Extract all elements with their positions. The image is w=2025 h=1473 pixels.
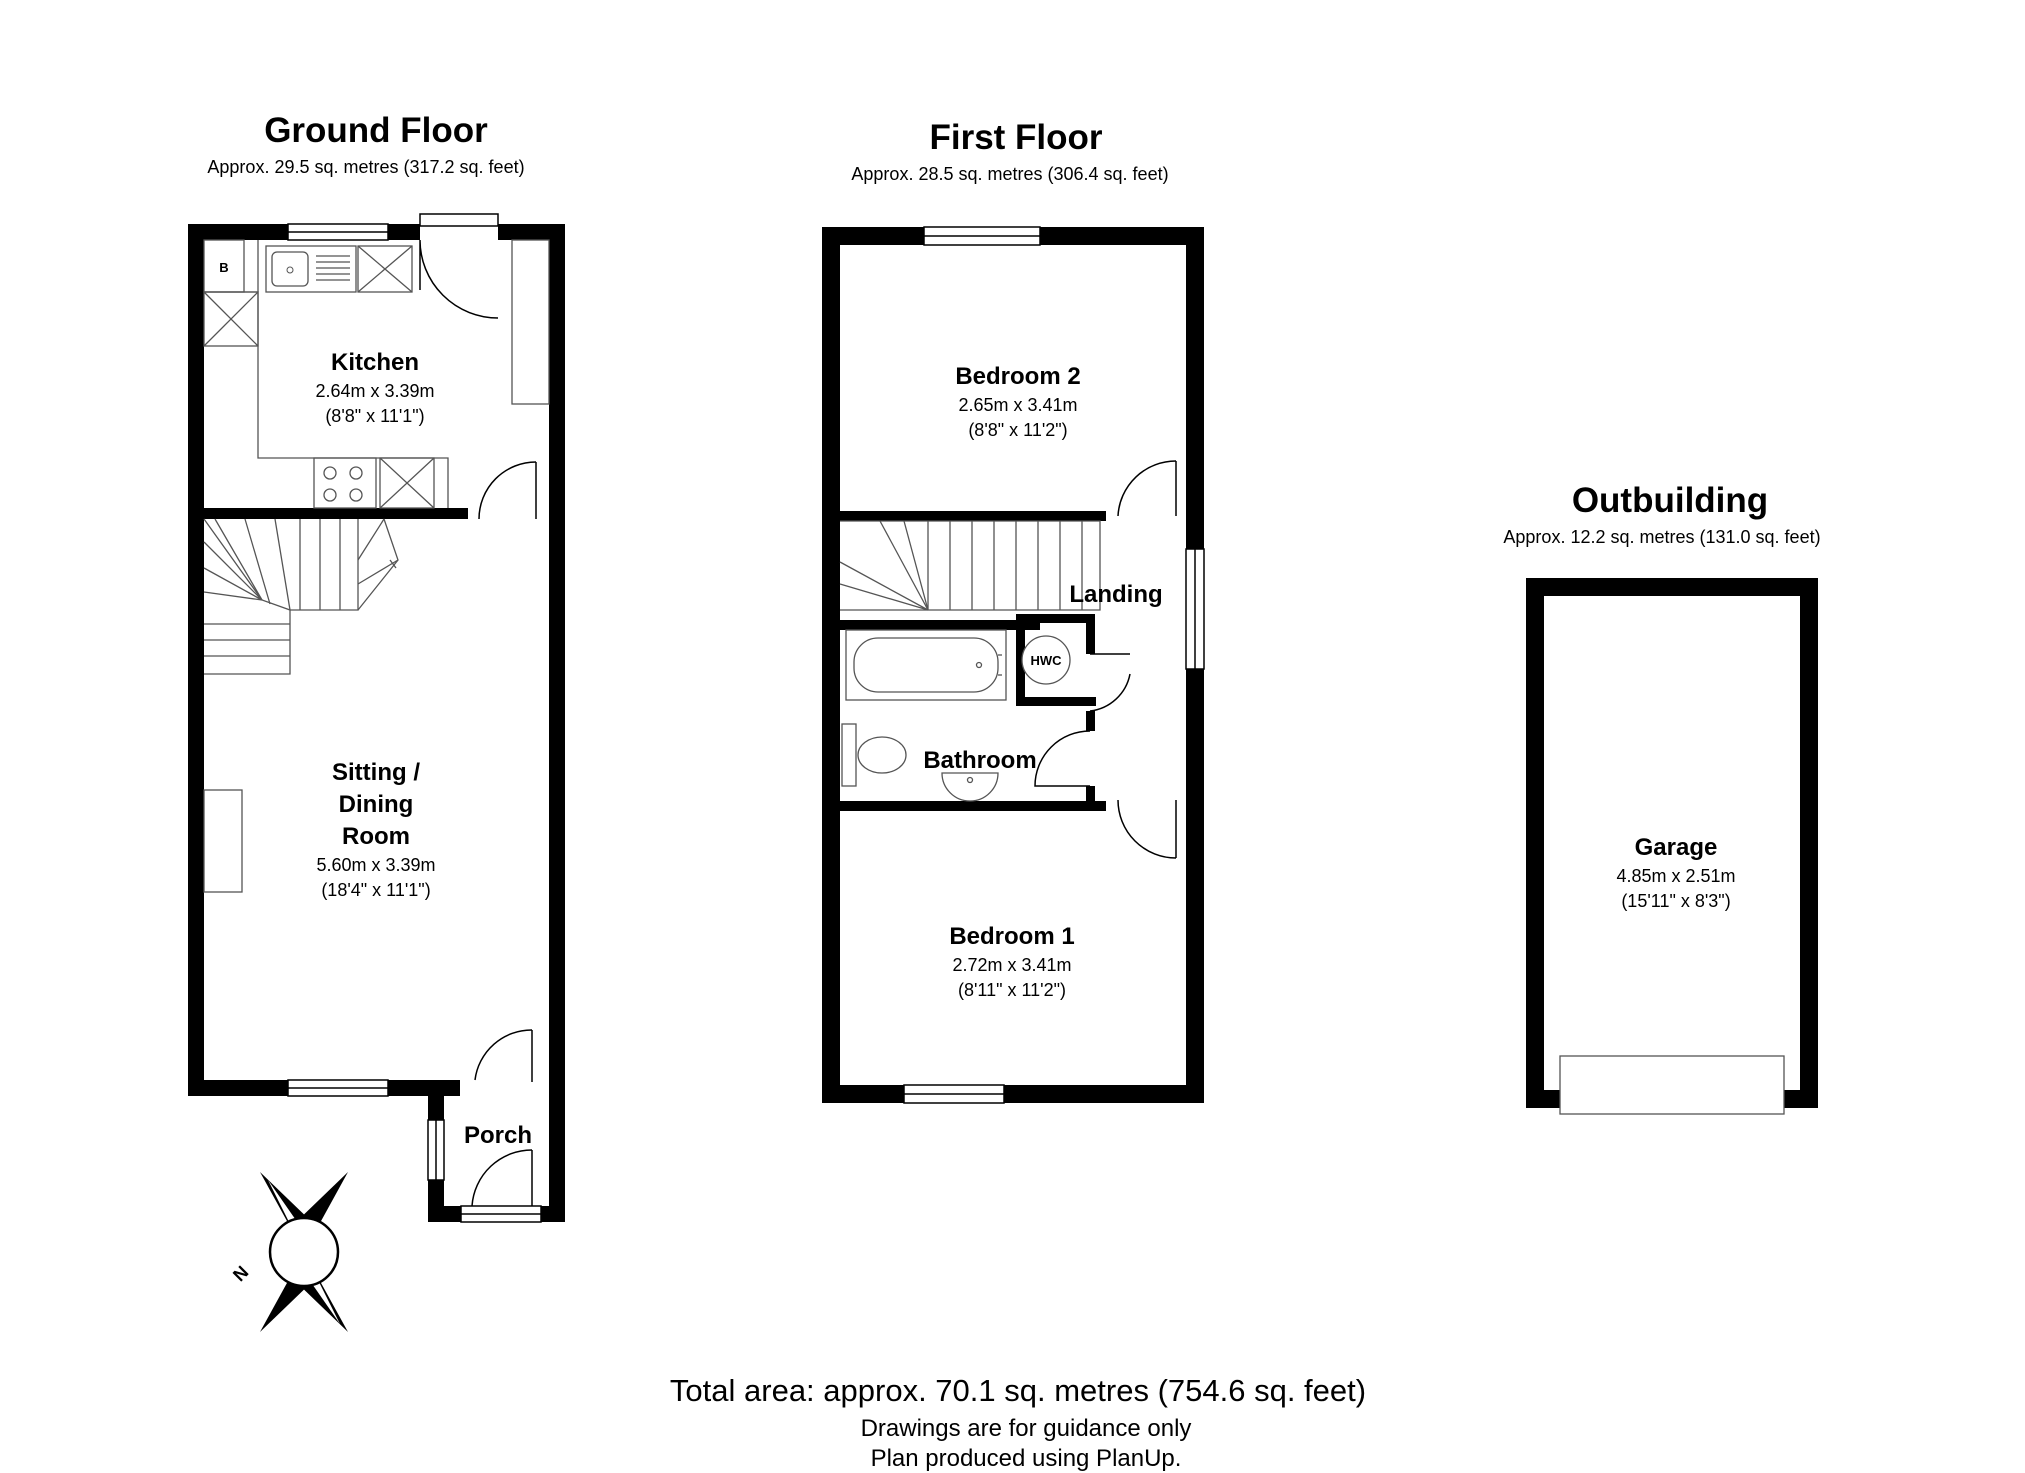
garage-label bbox=[1616, 834, 1735, 911]
sitting-metric: 5.60m x 3.39m bbox=[316, 855, 436, 875]
bedroom2-metric: 2.65m x 3.41m bbox=[958, 395, 1078, 415]
ground-floor-area: Approx. 29.5 sq. metres (317.2 sq. feet) bbox=[207, 157, 525, 177]
compass-icon bbox=[229, 1172, 348, 1332]
first-floor-stairs bbox=[840, 521, 1100, 610]
sitting-name-line3: Room bbox=[342, 823, 410, 850]
garage-name: Garage bbox=[1634, 834, 1718, 861]
planup-note: Plan produced using PlanUp. bbox=[870, 1445, 1182, 1472]
porch-name: Porch bbox=[463, 1122, 533, 1149]
outbuilding-title: Outbuilding bbox=[1571, 481, 1769, 520]
bedroom2-label bbox=[955, 363, 1080, 440]
ground-floor-plan bbox=[188, 111, 565, 1332]
bedroom1-name: Bedroom 1 bbox=[949, 923, 1075, 950]
bedroom1-metric: 2.72m x 3.41m bbox=[952, 955, 1072, 975]
first-floor-area: Approx. 28.5 sq. metres (306.4 sq. feet) bbox=[851, 164, 1169, 184]
hwc-label: HWC bbox=[1030, 653, 1062, 668]
compass-north-label: N bbox=[229, 1262, 253, 1286]
garage-door bbox=[1560, 1056, 1784, 1114]
first-floor-plan bbox=[822, 118, 1204, 1103]
sitting-name-line2: Dining bbox=[338, 791, 414, 818]
footer bbox=[670, 1373, 1366, 1472]
garage-metric: 4.85m x 2.51m bbox=[1616, 866, 1736, 886]
bedroom2-name: Bedroom 2 bbox=[955, 363, 1081, 390]
outbuilding-plan bbox=[1503, 481, 1820, 1114]
boiler-label: B bbox=[219, 260, 229, 275]
landing-name: Landing bbox=[1069, 581, 1163, 608]
bedroom1-label bbox=[949, 923, 1074, 1000]
fireplace bbox=[204, 790, 242, 892]
bedroom1-imperial: (8'11" x 11'2") bbox=[957, 980, 1067, 1000]
kitchen-imperial: (8'8" x 11'1") bbox=[325, 406, 425, 426]
outbuilding-area: Approx. 12.2 sq. metres (131.0 sq. feet) bbox=[1503, 527, 1821, 547]
ground-floor-title: Ground Floor bbox=[264, 111, 488, 150]
bathroom-name: Bathroom bbox=[923, 747, 1037, 774]
kitchen-name: Kitchen bbox=[330, 349, 420, 376]
total-area: Total area: approx. 70.1 sq. metres (754.6 sq. feet) bbox=[669, 1373, 1367, 1408]
sitting-name-line1: Sitting / bbox=[332, 759, 420, 786]
kitchen-metric: 2.64m x 3.39m bbox=[315, 381, 435, 401]
first-floor-title: First Floor bbox=[929, 118, 1103, 157]
bathroom-fittings bbox=[842, 630, 1006, 801]
garage-imperial: (15'11" x 8'3") bbox=[1621, 891, 1731, 911]
ground-floor-doors bbox=[420, 214, 536, 1206]
sink-icon bbox=[287, 267, 293, 273]
bedroom2-imperial: (8'8" x 11'2") bbox=[968, 420, 1068, 440]
kitchen-label bbox=[315, 349, 434, 426]
sitting-imperial: (18'4" x 11'1") bbox=[321, 880, 431, 900]
guidance-note: Drawings are for guidance only bbox=[860, 1415, 1192, 1442]
ground-floor-stairs bbox=[204, 519, 398, 674]
sitting-room-label bbox=[316, 759, 435, 900]
